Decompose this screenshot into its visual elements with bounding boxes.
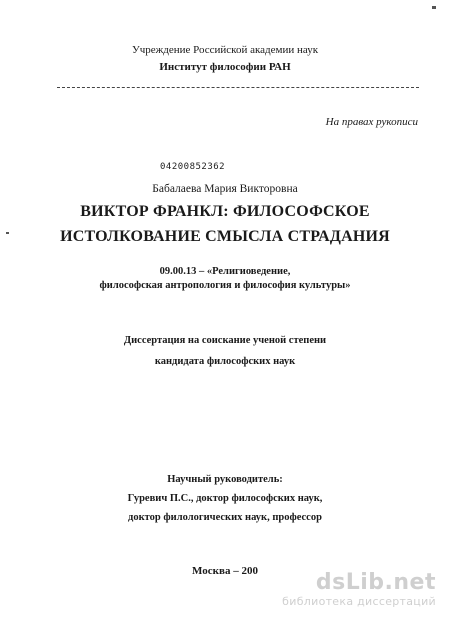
watermark-logo: dsLib.net [315, 570, 436, 595]
specialty-line-1: 09.00.13 – «Религиоведение, [159, 266, 291, 277]
watermark [282, 570, 436, 608]
header-divider [57, 87, 419, 88]
institute-name: Институт философии РАН [159, 61, 291, 73]
rights-note: На правах рукописи [325, 116, 418, 128]
watermark-tagline: библиотека диссертаций [282, 595, 436, 608]
specialty-line-2: философская антропология и философия культуры» [99, 280, 351, 291]
degree-line-2: кандидата философских наук [154, 356, 296, 367]
city-year: Москва – 200 [192, 565, 258, 577]
degree-line-1: Диссертация на соискание ученой степени [123, 335, 327, 346]
supervisor-line-2: доктор филологических наук, профессор [128, 512, 322, 523]
institution-name: Учреждение Российской академии наук [131, 44, 319, 56]
supervisor-heading: Научный руководитель: [167, 474, 283, 485]
author-name: Бабалаева Мария Викторовна [152, 183, 298, 195]
dissertation-title-line-2: ИСТОЛКОВАНИЕ СМЫСЛА СТРАДАНИЯ [60, 228, 390, 245]
scan-speck [432, 6, 436, 9]
supervisor-line-1: Гуревич П.С., доктор философских наук, [127, 493, 323, 504]
archive-number: 04200852362 [160, 162, 226, 172]
dissertation-title-line-1: ВИКТОР ФРАНКЛ: ФИЛОСОФСКОЕ [80, 203, 370, 220]
